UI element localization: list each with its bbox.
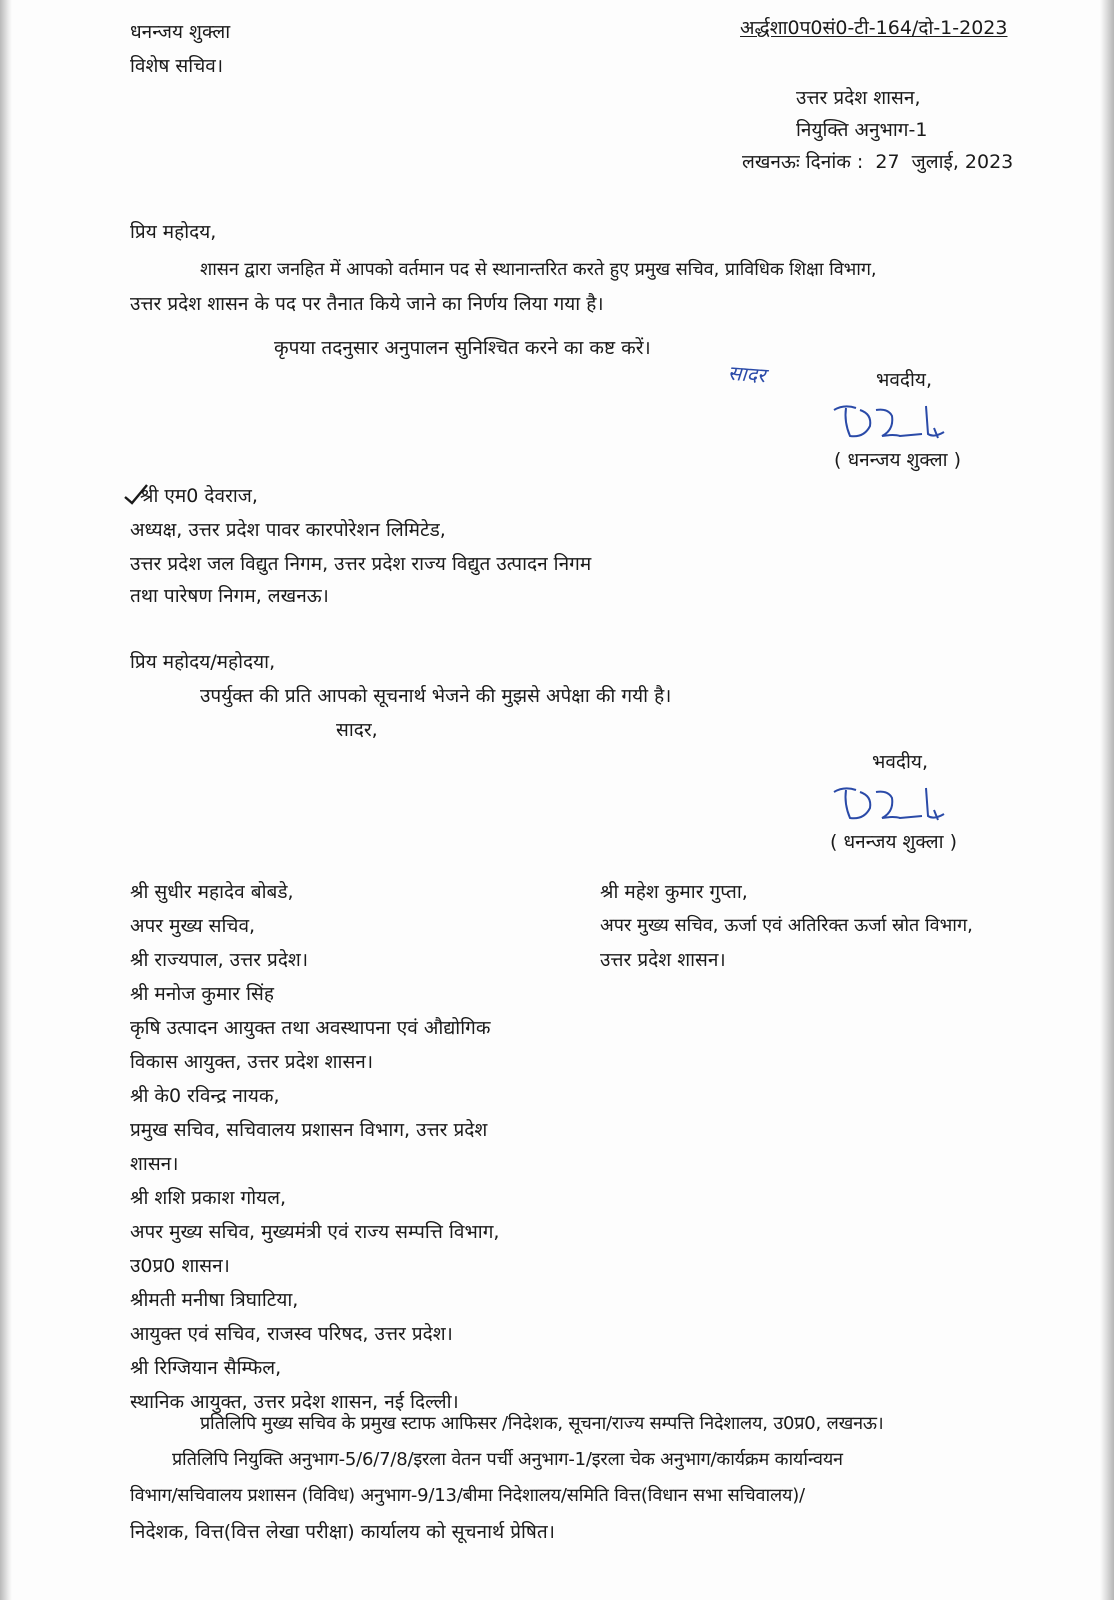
copy-list-item: विकास आयुक्त, उत्तर प्रदेश शासन। xyxy=(130,1051,374,1073)
body-line-2: उत्तर प्रदेश शासन के पद पर तैनात किये जाने का निर्णय लिया गया है। xyxy=(130,293,604,315)
recipient-name: श्री एम0 देवराज, xyxy=(140,485,258,507)
recipient-line-2: उत्तर प्रदेश जल विद्युत निगम, उत्तर प्रदेश राज्य विद्युत उत्पादन निगम xyxy=(130,553,592,575)
page-edge-left xyxy=(0,0,12,1600)
copy-list-item: श्री राज्यपाल, उत्तर प्रदेश। xyxy=(130,949,309,971)
copy-list-item: कृषि उत्पादन आयुक्त तथा अवस्थापना एवं औद्योगिक xyxy=(130,1017,491,1039)
signatory-name: ( धनन्जय शुक्ला ) xyxy=(834,449,962,471)
copy-list-item: श्री शशि प्रकाश गोयल, xyxy=(130,1187,287,1209)
copy-list-item: स्थानिक आयुक्त, उत्तर प्रदेश शासन, नई दिल्ली। xyxy=(130,1391,459,1413)
copy-list-item: श्रीमती मनीषा त्रिघाटिया, xyxy=(130,1289,299,1311)
page-edge-right xyxy=(1100,0,1114,1600)
copy-salutation: प्रिय महोदय/महोदया, xyxy=(130,651,276,673)
copy-list-item: श्री सुधीर महादेव बोबडे, xyxy=(130,881,294,903)
copy-closing: भवदीय, xyxy=(872,751,928,773)
copy-list-item: श्री रिग्जियान सैम्फिल, xyxy=(130,1357,282,1379)
distribution-line-4: निदेशक, वित्त(वित्त लेखा परीक्षा) कार्यालय को सूचनार्थ प्रेषित। xyxy=(130,1521,555,1543)
copy-list-item: अपर मुख्य सचिव, मुख्यमंत्री एवं राज्य सम्पत्ति विभाग, xyxy=(130,1221,500,1243)
distribution-line-3: विभाग/सचिवालय प्रशासन (विविध) अनुभाग-9/13/बीमा निदेशालय/समिति वित्त(विधान सभा सचिवालय)/ xyxy=(130,1485,805,1506)
copy-regards: सादर, xyxy=(336,719,378,741)
copy-list-item-right: अपर मुख्य सचिव, ऊर्जा एवं अतिरिक्त ऊर्जा स्रोत विभाग, xyxy=(600,915,973,936)
body-line-1: शासन द्वारा जनहित में आपको वर्तमान पद से स्थानान्तरित करते हुए प्रमुख सचिव, प्राविधिक शिक्षा विभाग, xyxy=(200,259,877,280)
letter-date: लखनऊः दिनांक : 27 जुलाई, 2023 xyxy=(742,151,1014,173)
copy-list-item: अपर मुख्य सचिव, xyxy=(130,915,256,937)
request-line: कृपया तदनुसार अनुपालन सुनिश्चित करने का कष्ट करें। xyxy=(274,337,651,359)
signature-image xyxy=(830,398,960,444)
copy-list-item: प्रमुख सचिव, सचिवालय प्रशासन विभाग, उत्तर प्रदेश xyxy=(130,1119,488,1141)
distribution-line-1: प्रतिलिपि मुख्य सचिव के प्रमुख स्टाफ आफिसर /निदेशक, सूचना/राज्य सम्पत्ति निदेशालय, उ0प्र0, लखनऊ। xyxy=(200,1413,884,1434)
copy-body: उपर्युक्त की प्रति आपको सूचनार्थ भेजने की मुझसे अपेक्षा की गयी है। xyxy=(200,685,672,707)
reference-number: अर्द्धशा0प0सं0-टी-164/दो-1-2023 xyxy=(740,17,1008,39)
copy-signature-image xyxy=(830,780,960,826)
copy-list-item-right: उत्तर प्रदेश शासन। xyxy=(600,949,726,971)
handwritten-note: सादर xyxy=(727,360,767,388)
closing-text: भवदीय, xyxy=(876,369,932,391)
recipient-line-3: तथा पारेषण निगम, लखनऊ। xyxy=(130,585,329,607)
recipient-line-1: अध्यक्ष, उत्तर प्रदेश पावर कारपोरेशन लिमिटेड, xyxy=(130,519,446,541)
copy-list-item: श्री के0 रविन्द्र नायक, xyxy=(130,1085,280,1107)
copy-signatory-name: ( धनन्जय शुक्ला ) xyxy=(830,831,958,853)
sender-name: धनन्जय शुक्ला xyxy=(130,21,231,43)
copy-list-item: उ0प्र0 शासन। xyxy=(130,1255,230,1277)
copy-list-item: आयुक्त एवं सचिव, राजस्व परिषद, उत्तर प्रदेश। xyxy=(130,1323,453,1345)
copy-list-item-right: श्री महेश कुमार गुप्ता, xyxy=(600,881,748,903)
department-line-1: उत्तर प्रदेश शासन, xyxy=(796,87,921,109)
distribution-line-2: प्रतिलिपि नियुक्ति अनुभाग-5/6/7/8/इरला वेतन पर्ची अनुभाग-1/इरला चेक अनुभाग/कार्यक्रम कार्यान्वयन xyxy=(172,1449,843,1470)
sender-designation: विशेष सचिव। xyxy=(130,55,224,77)
copy-list-item: श्री मनोज कुमार सिंह xyxy=(130,983,274,1005)
department-line-2: नियुक्ति अनुभाग-1 xyxy=(796,119,928,141)
salutation: प्रिय महोदय, xyxy=(130,221,217,243)
copy-list-item: शासन। xyxy=(130,1153,179,1175)
